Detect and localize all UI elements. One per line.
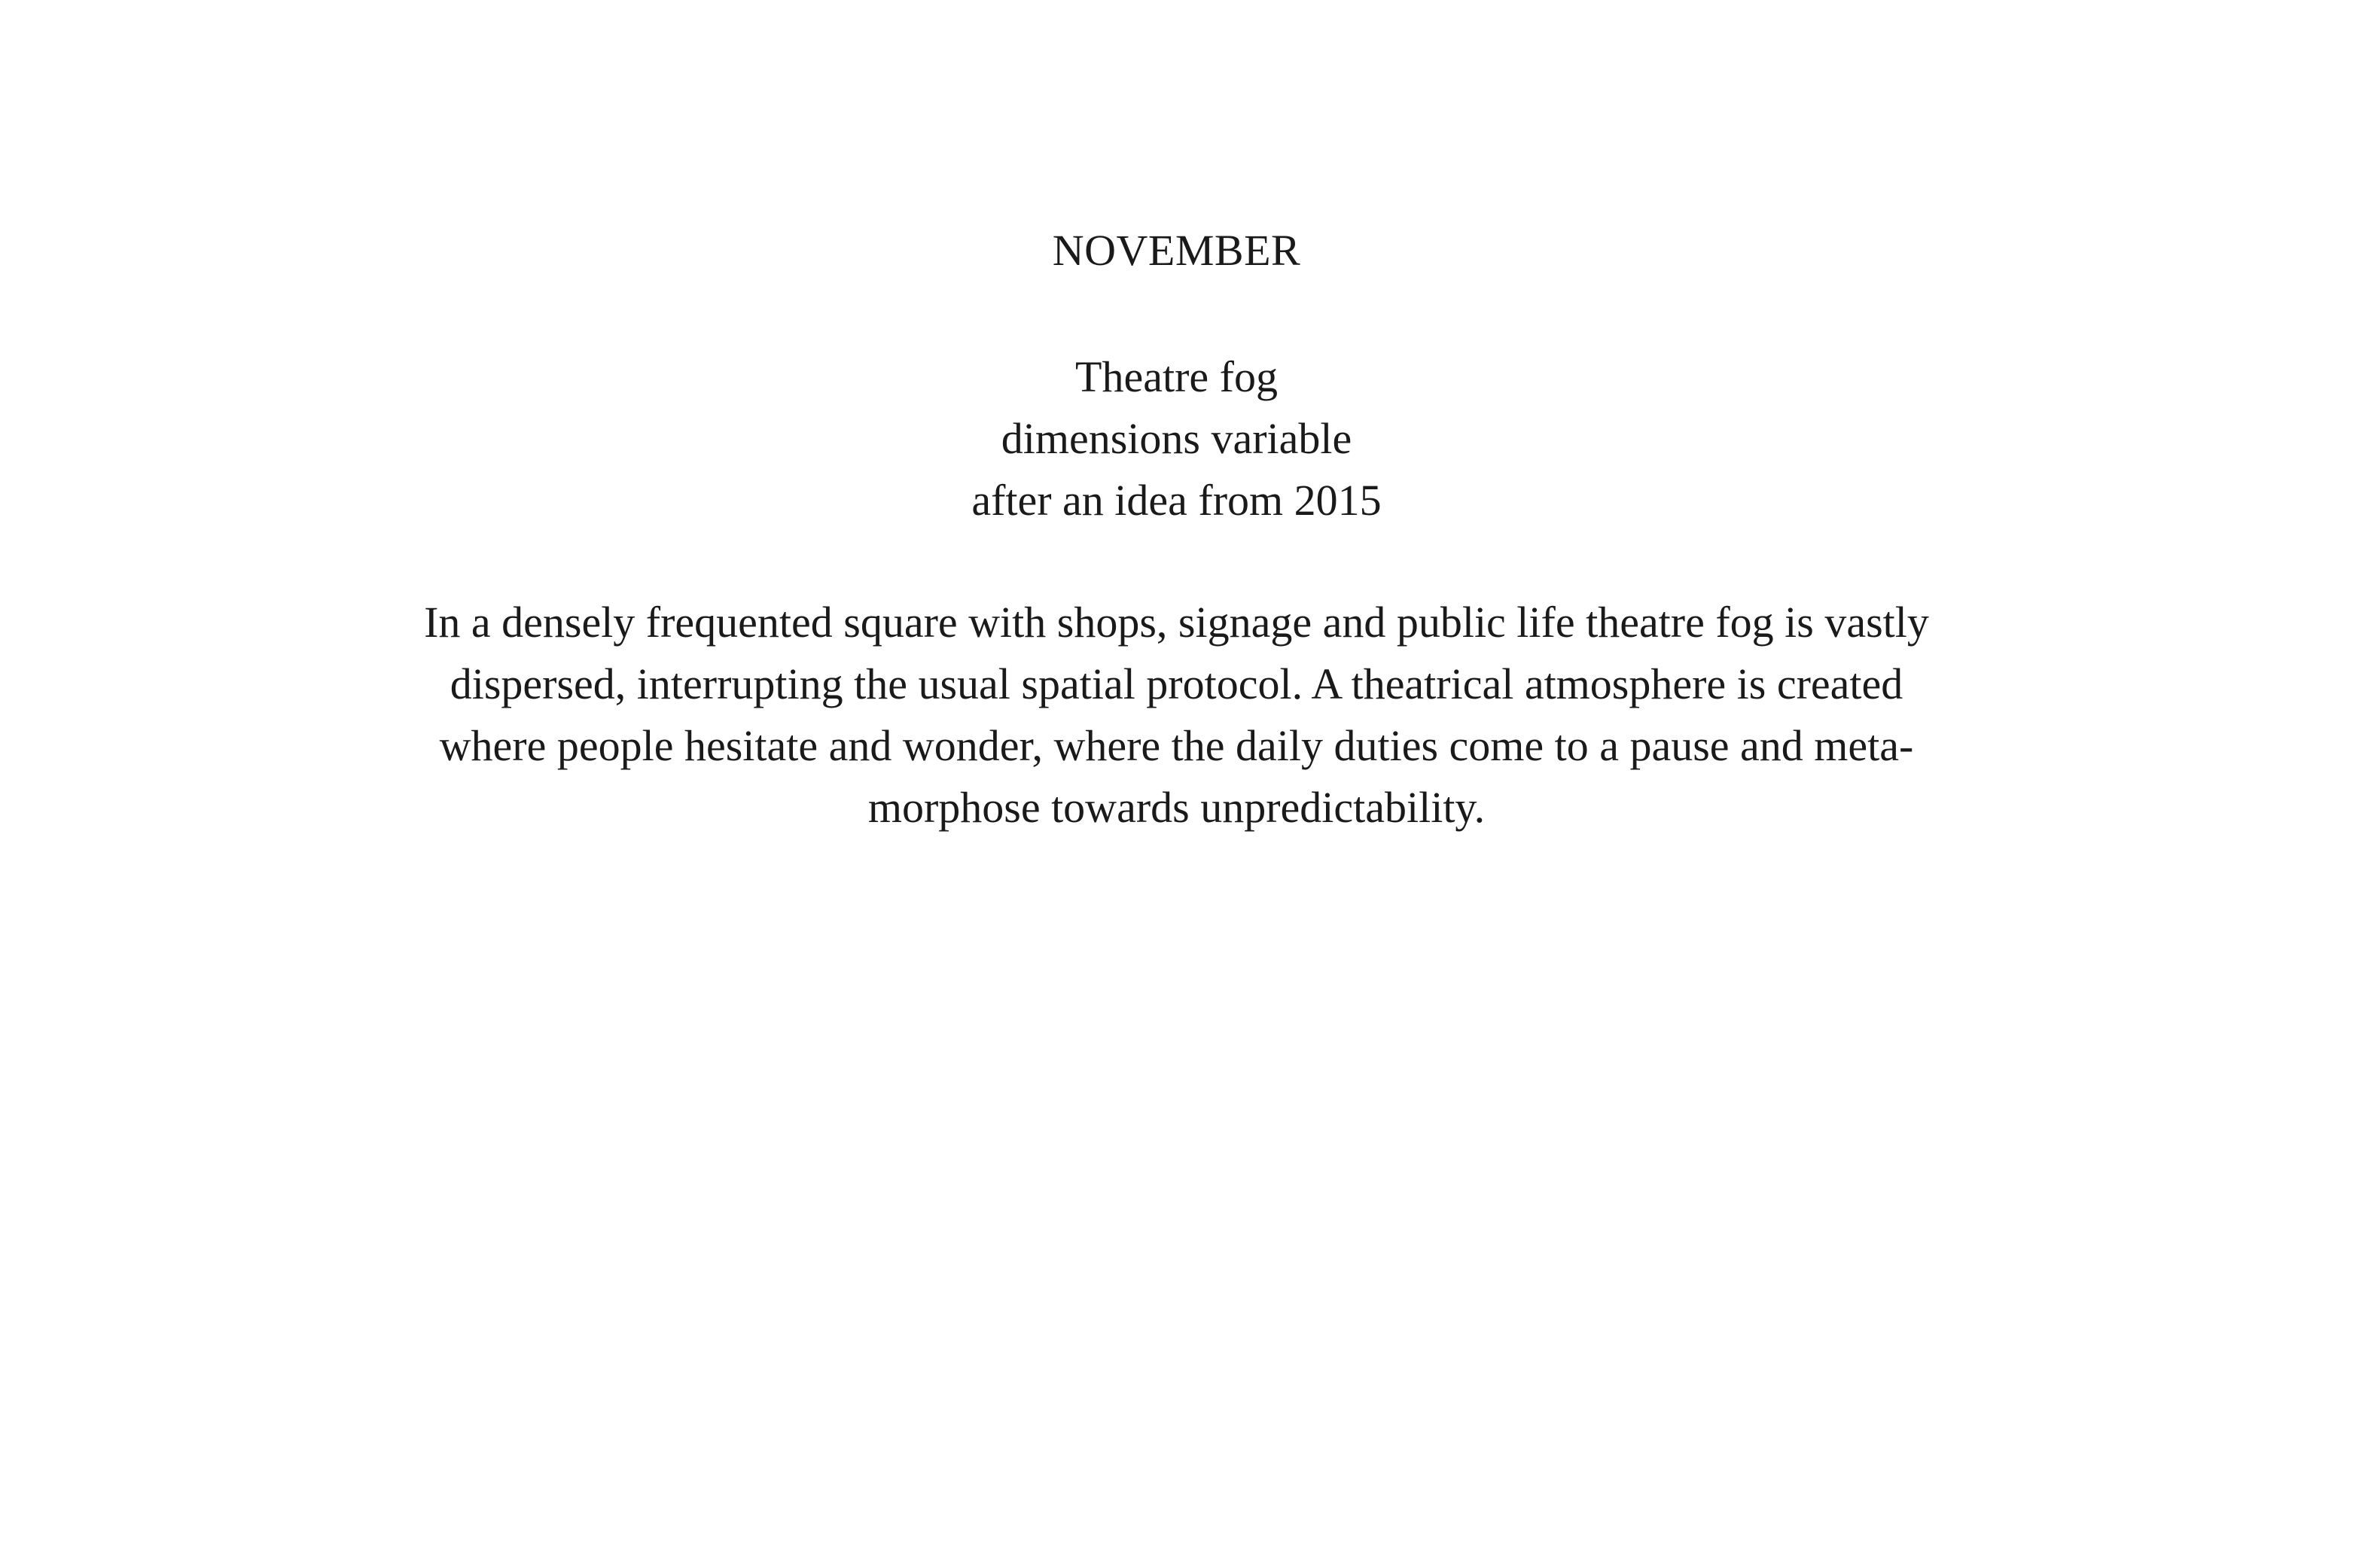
description-line: morphose towards unpredictability. (867, 783, 1486, 832)
artwork-dimensions: dimensions variable (1001, 414, 1352, 463)
artwork-medium: Theatre fog (1075, 352, 1278, 401)
description-line: where people hesitate and wonder, where the daily duties come to a pause and meta- (439, 721, 1914, 770)
artwork-details (0, 346, 2353, 531)
artwork-title: NOVEMBER (1052, 226, 1301, 275)
description-line: In a densely frequented square with shops, signage and public life theatre fog is vastly (424, 598, 1929, 647)
description-line: dispersed, interrupting the usual spatial protocol. A theatrical atmosphere is created (450, 659, 1903, 708)
artwork-date-note: after an idea from 2015 (971, 476, 1382, 525)
artwork-description (369, 592, 1984, 839)
